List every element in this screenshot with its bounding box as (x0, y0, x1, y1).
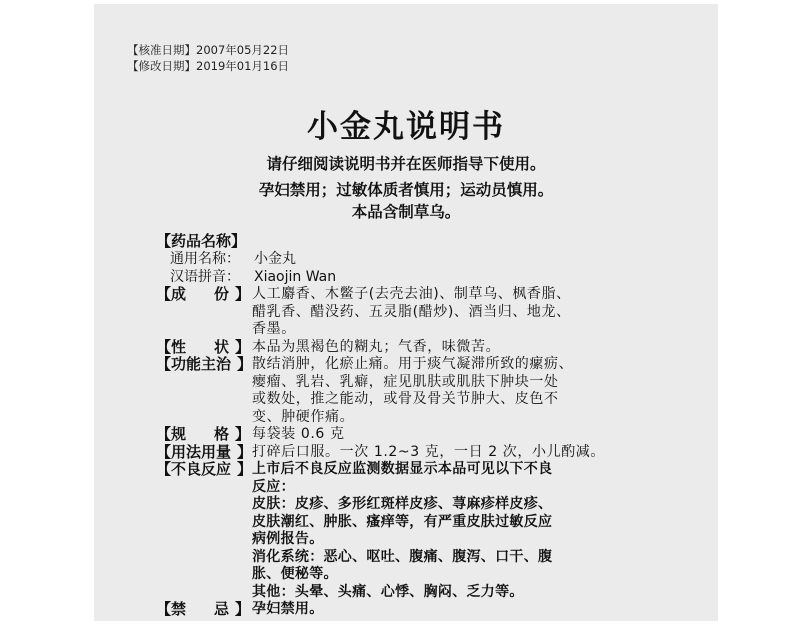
contraindications-value: 孕妇禁用。 (252, 601, 324, 617)
drug-name-heading: 【药品名称】 (156, 232, 247, 250)
indications-row (156, 356, 696, 426)
ingredients-label: 【 成 份 】 (156, 285, 250, 303)
properties-row (156, 339, 696, 357)
instruction-sheet (94, 4, 718, 621)
notice-line-1: 请仔细阅读说明书并在医师指导下使用。 (266, 155, 546, 173)
properties-label: 【 性 状 】 (156, 337, 250, 356)
pinyin-row (156, 269, 696, 287)
revision-date: 【修改日期】2019年01月16日 (127, 59, 290, 73)
indications-value: 散结消肿，化瘀止痛。用于痰气凝滞所致的瘰疬、 瘿瘤、乳岩、乳癖，症见肌肤或肌肤下肿块一处 或数处，推之能动，或骨及骨关节肿大、皮色不 变、肿硬作痛。 (252, 356, 574, 425)
common-name-row (156, 251, 696, 269)
notice-line-2: 孕妇禁用；过敏体质者慎用；运动员慎用。 (258, 181, 554, 199)
specification-row (156, 426, 696, 444)
adverse-value: 上市后不良反应监测数据显示本品可见以下不良 反应： 皮肤：皮疹、多形红斑样皮疹、荨麻疹样皮疹、 皮肤潮红、肿胀、瘙痒等，有严重皮肤过敏反应 病例报告。 消化系统：恶心、呕吐、腹痛、腹泻、口干、腹 胀、便秘等。 其他：头晕、头痛、心悸、胸闷、乏力等。 (252, 461, 553, 600)
common-name-label: 通用名称： (170, 251, 240, 267)
common-name-value: 小金丸 (254, 251, 296, 267)
specification-value: 每袋装 0.6 克 (252, 426, 345, 442)
properties-value: 本品为黑褐色的糊丸；气香，味微苦。 (252, 338, 501, 355)
notice-line-3: 本品含制草乌。 (351, 203, 461, 221)
adverse-label: 【 不良反应 】 (156, 460, 253, 478)
dosage-value: 打碎后口服。一次 1.2~3 克，一日 2 次，小儿酌减。 (252, 443, 606, 460)
approval-date: 【核准日期】2007年05月22日 (127, 43, 290, 57)
instruction-body (156, 232, 696, 619)
ingredients-row (156, 286, 696, 339)
contraindications-label: 【 禁 忌 】 (156, 600, 250, 618)
date-block (127, 42, 289, 74)
contraindications-row (156, 601, 696, 619)
pinyin-label: 汉语拼音： (170, 268, 240, 285)
pinyin-value: Xiaojin Wan (254, 268, 337, 285)
ingredients-value: 人工麝香、木鳖子(去壳去油)、制草乌、枫香脂、 醋乳香、醋没药、五灵脂(醋炒)、酒当归、地龙、 香墨。 (252, 286, 571, 337)
specification-label: 【 规 格 】 (156, 425, 250, 443)
dosage-row (156, 444, 696, 462)
dosage-label: 【 用法用量 】 (156, 442, 253, 461)
document-title: 小金丸说明书 (307, 109, 505, 145)
indications-label: 【 功能主治 】 (156, 355, 253, 373)
adverse-row (156, 461, 696, 601)
